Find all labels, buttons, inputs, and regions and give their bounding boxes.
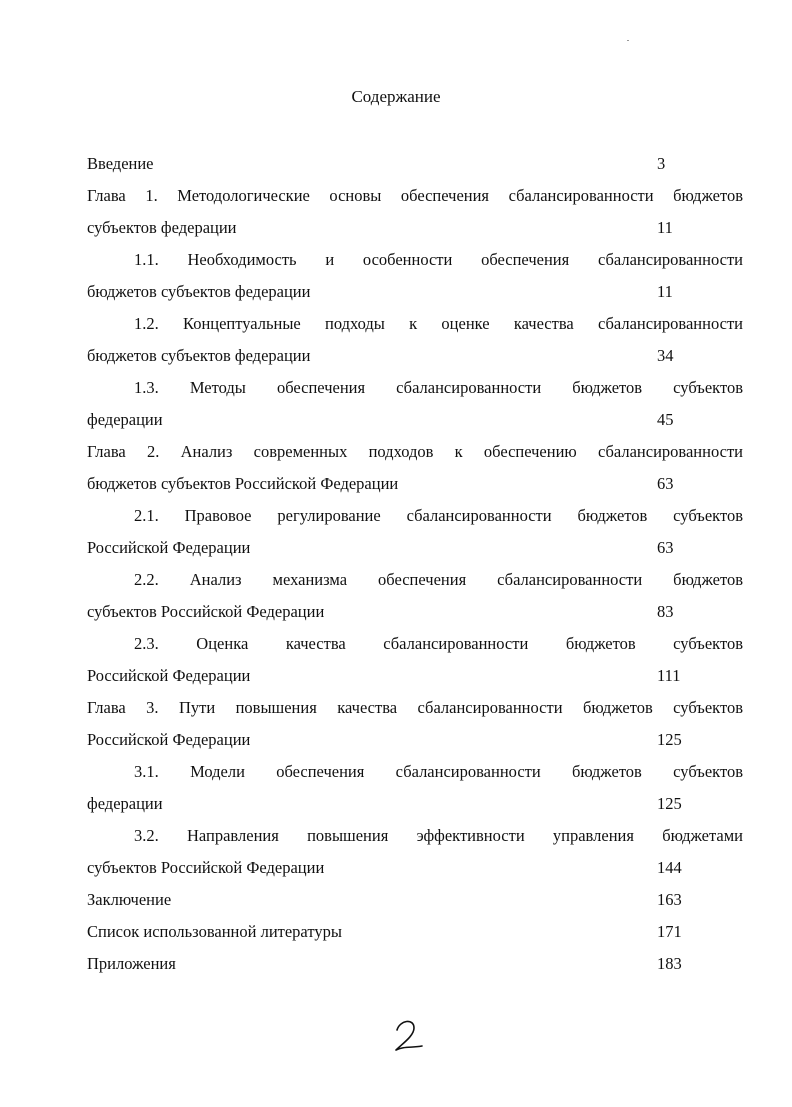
toc-entry-title: Список использованной литературы [87,922,342,941]
toc-entry [87,564,743,628]
toc-entry-page: 11 [657,282,673,301]
toc-entry-title-cont: субъектов федерации [87,218,237,237]
toc-entry-page: 83 [657,602,674,621]
toc-entry [87,180,743,244]
toc-entry-page: 183 [657,954,682,973]
toc-entry-title-cont: субъектов Российской Федерации [87,858,325,877]
toc-entry-title-cont: субъектов Российской Федерации [87,602,325,621]
toc-entry [87,500,743,564]
toc-entry-title-cont: федерации [87,410,163,429]
toc-entry-title-cont: бюджетов субъектов федерации [87,346,311,365]
toc-entry-page: 125 [657,794,682,813]
toc-entry [87,692,743,756]
toc-entry [87,148,743,180]
toc-entry-title: Приложения [87,954,176,973]
toc-entry [87,756,743,820]
table-of-contents [87,148,743,980]
toc-entry-title: 2.1. Правовое регулирование сбалансированности бюджетов субъектов [134,506,743,525]
toc-entry-page: 11 [657,218,673,237]
handwritten-page-number [392,1016,426,1056]
scan-speck [627,40,629,41]
toc-entry-title: 1.3. Методы обеспечения сбалансированности бюджетов субъектов [134,378,743,397]
toc-entry [87,916,743,948]
toc-entry-title-cont: Российской Федерации [87,730,251,749]
toc-entry-title: Глава 3. Пути повышения качества сбалансированности бюджетов субъектов [87,698,743,717]
toc-entry-title: Глава 1. Методологические основы обеспечения сбалансированности бюджетов [87,186,743,205]
toc-entry-page: 171 [657,922,682,941]
toc-entry [87,948,743,980]
toc-entry-page: 3 [657,154,666,173]
toc-entry [87,308,743,372]
toc-entry-title: Введение [87,154,154,173]
toc-entry [87,884,743,916]
toc-entry-page: 125 [657,730,682,749]
toc-entry-page: 34 [657,346,674,365]
toc-entry-title: 3.2. Направления повышения эффективности управления бюджетами [134,826,743,845]
toc-entry-title-cont: Российской Федерации [87,666,251,685]
toc-entry [87,436,743,500]
toc-entry-title-cont: бюджетов субъектов федерации [87,282,311,301]
toc-entry [87,628,743,692]
page-title: Содержание [351,87,441,106]
toc-entry-title: 2.2. Анализ механизма обеспечения сбалансированности бюджетов [134,570,743,589]
toc-entry-page: 63 [657,538,674,557]
toc-entry-page: 163 [657,890,682,909]
toc-entry [87,820,743,884]
toc-entry-title: Глава 2. Анализ современных подходов к обеспечению сбалансированности [87,442,743,461]
toc-entry [87,244,743,308]
toc-entry-page: 144 [657,858,682,877]
toc-entry-title: 1.2. Концептуальные подходы к оценке качества сбалансированности [134,314,743,333]
toc-entry [87,372,743,436]
toc-entry-title-cont: бюджетов субъектов Российской Федерации [87,474,399,493]
toc-entry-page: 45 [657,410,674,429]
toc-entry-title-cont: Российской Федерации [87,538,251,557]
toc-entry-title: 3.1. Модели обеспечения сбалансированности бюджетов субъектов [134,762,743,781]
toc-entry-title: 1.1. Необходимость и особенности обеспечения сбалансированности [134,250,743,269]
toc-entry-title: 2.3. Оценка качества сбалансированности бюджетов субъектов [134,634,743,653]
toc-entry-page: 63 [657,474,674,493]
toc-entry-page: 111 [657,666,681,685]
toc-entry-title: Заключение [87,890,172,909]
toc-entry-title-cont: федерации [87,794,163,813]
